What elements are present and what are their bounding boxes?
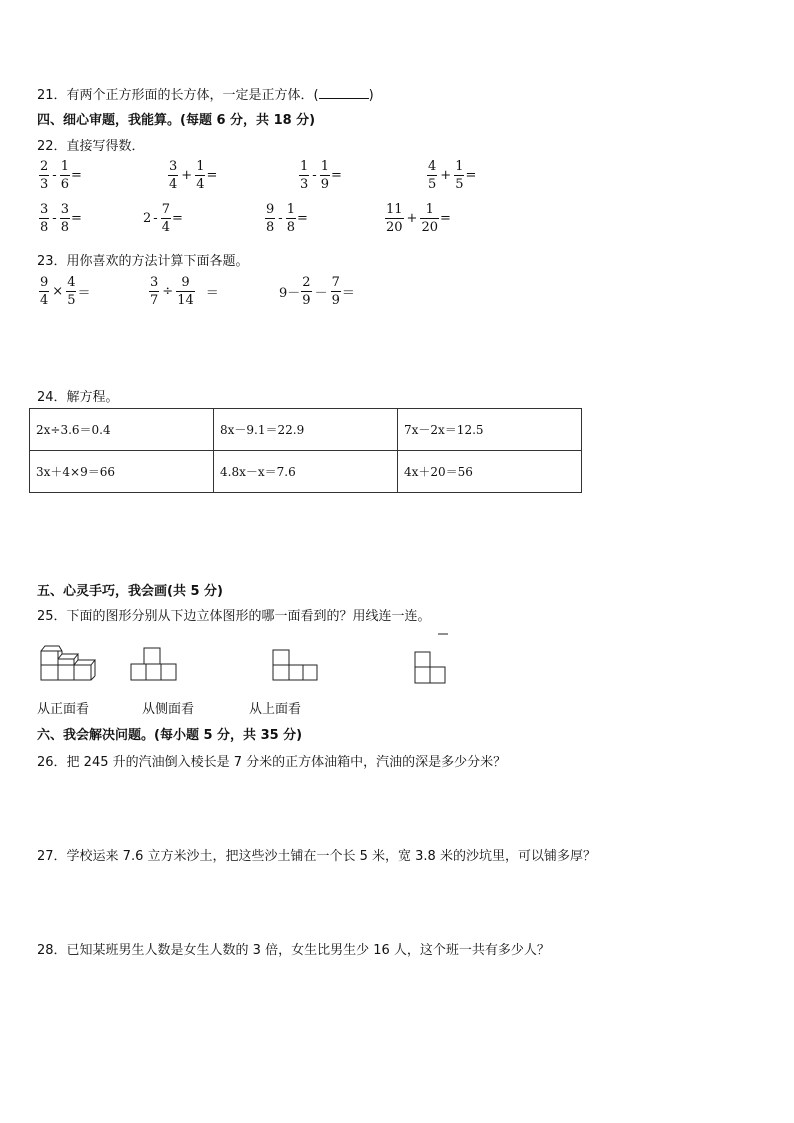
q23-expr-1: $\frac{9}{4}$ × $\frac{4}{5}$ ＝ (40, 275, 91, 308)
fraction: $\frac{3}{4}$ (169, 159, 178, 192)
q22-item-4: $\frac{4}{5}$ + $\frac{1}{5}$ = (428, 159, 477, 192)
question-25-prompt: 25．下面的图形分别从下边立体图形的哪一面看到的？用线连一连。 (37, 609, 431, 624)
question-26: 26．把 245 升的汽油倒入棱长是 7 分米的正方体油箱中，汽油的深是多少分米？ (37, 755, 507, 770)
question-21-text: 21．有两个正方形面的长方体，一定是正方体．( (37, 88, 319, 103)
equation-cell: 4x＋20＝56 (398, 451, 582, 493)
fraction: $\frac{2}{3}$ (40, 159, 49, 192)
fraction: $\frac{1}{4}$ (196, 159, 205, 192)
view-label-front: 从正面看 (37, 702, 90, 717)
equation-cell: 4.8x－x＝7.6 (214, 451, 398, 493)
view-label-side: 从侧面看 (142, 702, 195, 717)
equation-cell: 2x÷3.6＝0.4 (30, 409, 214, 451)
question-28: 28．已知某班男生人数是女生人数的 3 倍，女生比男生少 16 人，这个班一共有多少人？ (37, 943, 550, 958)
table-row (30, 409, 582, 451)
answer-blank[interactable] (319, 86, 369, 99)
solid-figure (38, 641, 100, 683)
fraction: $\frac{1}{8}$ (286, 202, 295, 235)
fraction: $\frac{3}{7}$ (150, 275, 159, 308)
fraction: $\frac{11}{20}$ (386, 202, 403, 235)
fraction: $\frac{3}{8}$ (60, 202, 69, 235)
view-label-top: 从上面看 (249, 702, 302, 717)
section-4-heading: 四、细心审题，我能算。(每题 6 分，共 18 分) (37, 113, 316, 128)
fraction: $\frac{9}{4}$ (40, 275, 49, 308)
fraction: $\frac{1}{20}$ (421, 202, 438, 235)
equation-cell: 3x＋4×9＝66 (30, 451, 214, 493)
fraction: $\frac{1}{9}$ (320, 159, 329, 192)
equation-cell: 8x－9.1＝22.9 (214, 409, 398, 451)
q22-item-1: $\frac{2}{3}$ - $\frac{1}{6}$ = (40, 159, 82, 192)
fraction: $\frac{9}{14}$ (177, 275, 194, 308)
equation-cell: 7x－2x＝12.5 (398, 409, 582, 451)
fraction: $\frac{1}{3}$ (300, 159, 309, 192)
q22-item-6: 2 - $\frac{7}{4}$ = (143, 202, 183, 235)
q22-item-5: $\frac{3}{8}$ - $\frac{3}{8}$ = (40, 202, 82, 235)
fraction: $\frac{2}{9}$ (302, 275, 311, 308)
section-6-heading: 六、我会解决问题。(每小题 5 分，共 35 分) (37, 728, 303, 743)
fraction: $\frac{7}{9}$ (331, 275, 340, 308)
table-row (30, 451, 582, 493)
q23-expr-3: 9－ $\frac{2}{9}$ － $\frac{7}{9}$ ＝ (279, 275, 355, 308)
view-shape-3 (412, 632, 452, 686)
question-22-prompt: 22．直接写得数． (37, 139, 145, 154)
equations-table (29, 408, 582, 493)
fraction: $\frac{1}{5}$ (455, 159, 464, 192)
view-shape-2 (271, 648, 321, 684)
fraction: $\frac{7}{4}$ (161, 202, 170, 235)
question-24-prompt: 24．解方程。 (37, 390, 119, 405)
question-27: 27．学校运来 7.6 立方米沙土，把这些沙土铺在一个长 5 米，宽 3.8 米的沙坑里，可以铺多厚？ (37, 849, 596, 864)
q23-expr-2: $\frac{3}{7}$ ÷ $\frac{9}{14}$ ＝ (150, 275, 219, 308)
question-23-prompt: 23．用你喜欢的方法计算下面各题。 (37, 254, 249, 269)
fraction: $\frac{3}{8}$ (40, 202, 49, 235)
question-21 (37, 84, 374, 103)
fraction: $\frac{1}{6}$ (60, 159, 69, 192)
fraction: $\frac{4}{5}$ (428, 159, 437, 192)
q22-item-3: $\frac{1}{3}$ - $\frac{1}{9}$ = (300, 159, 342, 192)
q22-item-8: $\frac{11}{20}$ + $\frac{1}{20}$ = (386, 202, 451, 235)
fraction: $\frac{4}{5}$ (67, 275, 76, 308)
view-shape-1 (129, 646, 179, 682)
section-5-heading: 五、心灵手巧，我会画(共 5 分) (37, 584, 223, 599)
fraction: $\frac{9}{8}$ (266, 202, 275, 235)
q22-item-2: $\frac{3}{4}$ + $\frac{1}{4}$ = (169, 159, 218, 192)
question-21-close: ) (368, 88, 374, 103)
q22-item-7: $\frac{9}{8}$ - $\frac{1}{8}$ = (266, 202, 308, 235)
